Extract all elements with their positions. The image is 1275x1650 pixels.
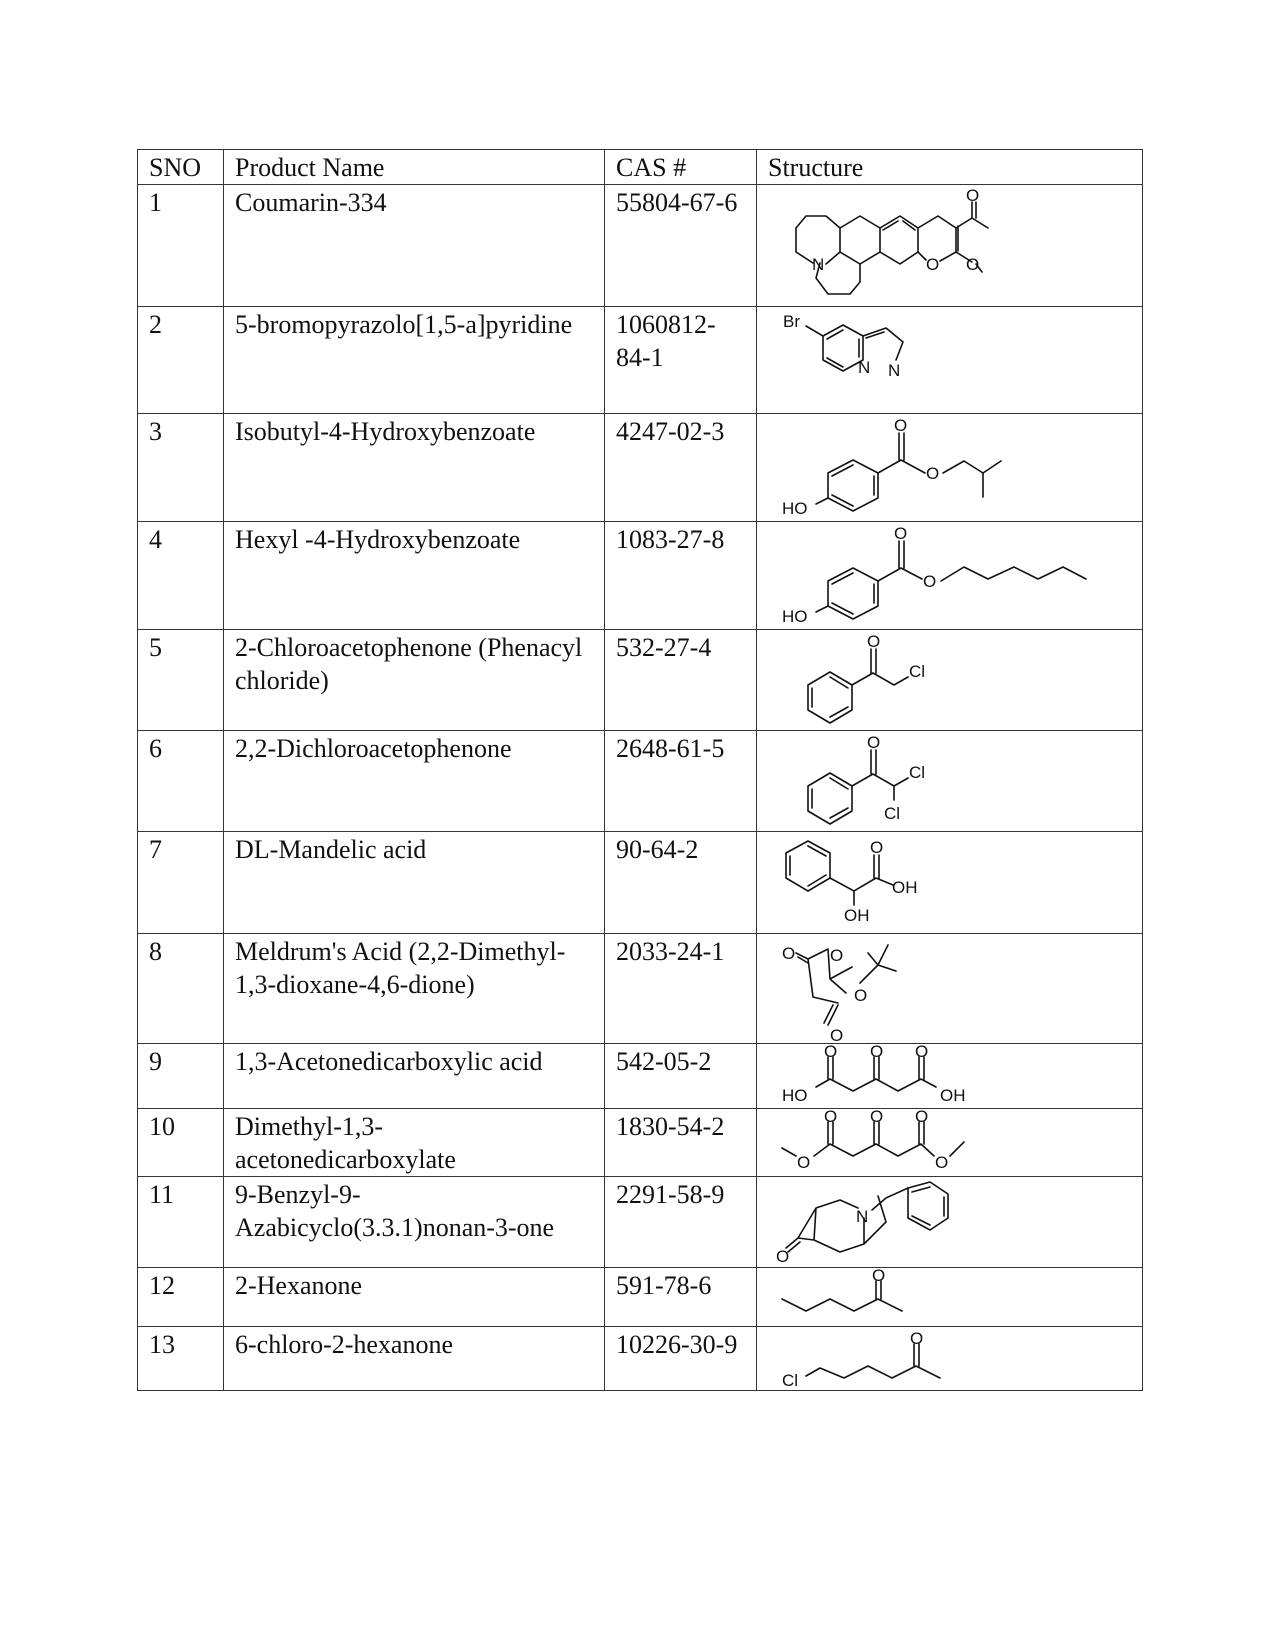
product-name-cell: 6-chloro-2-hexanone (224, 1327, 605, 1391)
hydroxyl-label: HO (782, 1086, 808, 1105)
structure-cell (757, 1109, 1143, 1177)
structure-cell (757, 731, 1143, 832)
table-row (138, 414, 1143, 522)
structure-cell (757, 1327, 1143, 1391)
hexyl-hydroxybenzoate-structure (768, 523, 1131, 629)
chlorine-label: Cl (909, 662, 926, 681)
table-row (138, 731, 1143, 832)
table-row (138, 832, 1143, 934)
chlorine-label: Cl (909, 763, 926, 782)
cas-cell: 2033-24-1 (605, 934, 757, 1044)
oxygen-label: O (926, 464, 940, 483)
structure-cell (757, 1044, 1143, 1109)
hydroxyl-label: HO (782, 607, 808, 626)
nitrogen-label: N (888, 361, 901, 380)
cas-cell: 55804-67-6 (605, 185, 757, 307)
structure-cell (757, 630, 1143, 731)
isobutyl-hydroxybenzoate-structure (768, 415, 1131, 521)
oxygen-label: O (870, 1110, 884, 1126)
oxygen-label: O (867, 733, 881, 752)
cas-cell: 2291-58-9 (605, 1177, 757, 1268)
table-row (138, 522, 1143, 630)
cas-cell: 542-05-2 (605, 1044, 757, 1109)
cas-cell: 591-78-6 (605, 1268, 757, 1327)
header-product-name: Product Name (224, 150, 605, 185)
hydroxyl-label: OH (844, 906, 870, 925)
sno-cell: 10 (138, 1109, 224, 1177)
product-name-cell: 2,2-Dichloroacetophenone (224, 731, 605, 832)
oxygen-label: O (797, 1153, 811, 1172)
oxygen-label: O (776, 1247, 790, 1266)
oxygen-label: O (966, 186, 980, 205)
oxygen-label: O (926, 255, 940, 274)
product-name-cell: DL-Mandelic acid (224, 832, 605, 934)
product-name-cell: 2-Hexanone (224, 1268, 605, 1327)
table-row (138, 1177, 1143, 1268)
header-cas: CAS # (605, 150, 757, 185)
chloroacetophenone-structure (768, 631, 1131, 730)
hydroxyl-label: OH (940, 1086, 966, 1105)
coumarin-334-structure (768, 186, 1131, 306)
table-row (138, 185, 1143, 307)
sno-cell: 13 (138, 1327, 224, 1391)
bromine-label: Br (783, 312, 800, 331)
sno-cell: 12 (138, 1268, 224, 1327)
structure-cell (757, 1177, 1143, 1268)
sno-cell: 2 (138, 307, 224, 414)
oxygen-label: O (824, 1110, 838, 1126)
table-row (138, 934, 1143, 1044)
oxygen-label: O (935, 1153, 949, 1172)
oxygen-label: O (923, 572, 937, 591)
acetonedicarboxylic-acid-structure (768, 1045, 1131, 1108)
hydroxyl-label: OH (892, 878, 918, 897)
header-structure: Structure (757, 150, 1143, 185)
product-name-cell: Dimethyl-1,3-acetonedicarboxylate (224, 1109, 605, 1177)
cas-cell: 90-64-2 (605, 832, 757, 934)
hydroxyl-label: HO (782, 499, 808, 518)
dimethyl-acetonedicarboxylate-structure (768, 1110, 1131, 1173)
sno-cell: 6 (138, 731, 224, 832)
table-row (138, 630, 1143, 731)
product-name-cell: 2-Chloroacetophenone (Phenacyl chloride) (224, 630, 605, 731)
nitrogen-label: N (812, 255, 825, 274)
product-name-cell: 1,3-Acetonedicarboxylic acid (224, 1044, 605, 1109)
mandelic-acid-structure (768, 833, 1131, 933)
nitrogen-label: N (858, 358, 871, 377)
structure-cell (757, 934, 1143, 1044)
sno-cell: 4 (138, 522, 224, 630)
benzyl-azabicyclononanone-structure (768, 1178, 1131, 1267)
structure-cell (757, 522, 1143, 630)
sno-cell: 9 (138, 1044, 224, 1109)
cas-cell: 2648-61-5 (605, 731, 757, 832)
oxygen-label: O (870, 838, 884, 857)
oxygen-label: O (915, 1045, 929, 1061)
dichloroacetophenone-structure (768, 732, 1131, 831)
cas-cell: 1830-54-2 (605, 1109, 757, 1177)
header-sno: SNO (138, 150, 224, 185)
cas-cell: 532-27-4 (605, 630, 757, 731)
meldrums-acid-structure (768, 935, 1131, 1043)
oxygen-label: O (894, 416, 908, 435)
product-name-cell: Isobutyl-4-Hydroxybenzoate (224, 414, 605, 522)
sno-cell: 8 (138, 934, 224, 1044)
structure-cell (757, 832, 1143, 934)
structure-cell (757, 185, 1143, 307)
table-row (138, 1268, 1143, 1327)
oxygen-label: O (966, 255, 980, 274)
structure-cell (757, 414, 1143, 522)
sno-cell: 5 (138, 630, 224, 731)
sno-cell: 11 (138, 1177, 224, 1268)
product-name-cell: Meldrum's Acid (2,2-Dimethyl-1,3-dioxane-4,6-dione) (224, 934, 605, 1044)
hexanone-structure (768, 1269, 1131, 1326)
cas-cell: 1060812-84-1 (605, 307, 757, 414)
oxygen-label: O (870, 1045, 884, 1061)
cas-cell: 10226-30-9 (605, 1327, 757, 1391)
oxygen-label: O (894, 524, 908, 543)
product-name-cell: Coumarin-334 (224, 185, 605, 307)
chlorohexanone-structure (768, 1328, 1131, 1390)
oxygen-label: O (854, 986, 868, 1005)
oxygen-label: O (782, 944, 796, 963)
bromopyrazolopyridine-structure (768, 308, 1131, 413)
product-name-cell: Hexyl -4-Hydroxybenzoate (224, 522, 605, 630)
oxygen-label: O (872, 1269, 886, 1285)
products-table (137, 149, 1143, 1391)
structure-cell (757, 307, 1143, 414)
chlorine-label: Cl (782, 1371, 799, 1390)
structure-cell (757, 1268, 1143, 1327)
cas-cell: 1083-27-8 (605, 522, 757, 630)
cas-cell: 4247-02-3 (605, 414, 757, 522)
oxygen-label: O (830, 1026, 844, 1043)
oxygen-label: O (910, 1329, 924, 1348)
table-row (138, 307, 1143, 414)
sno-cell: 3 (138, 414, 224, 522)
header-row (138, 150, 1143, 185)
table-row (138, 1109, 1143, 1177)
sno-cell: 7 (138, 832, 224, 934)
oxygen-label: O (867, 632, 881, 651)
sno-cell: 1 (138, 185, 224, 307)
oxygen-label: O (830, 946, 844, 965)
oxygen-label: O (824, 1045, 838, 1061)
oxygen-label: O (915, 1110, 929, 1126)
table-row (138, 1044, 1143, 1109)
product-name-cell: 9-Benzyl-9-Azabicyclo(3.3.1)nonan-3-one (224, 1177, 605, 1268)
table-row (138, 1327, 1143, 1391)
product-name-cell: 5-bromopyrazolo[1,5-a]pyridine (224, 307, 605, 414)
nitrogen-label: N (856, 1207, 869, 1226)
chlorine-label: Cl (884, 804, 901, 823)
